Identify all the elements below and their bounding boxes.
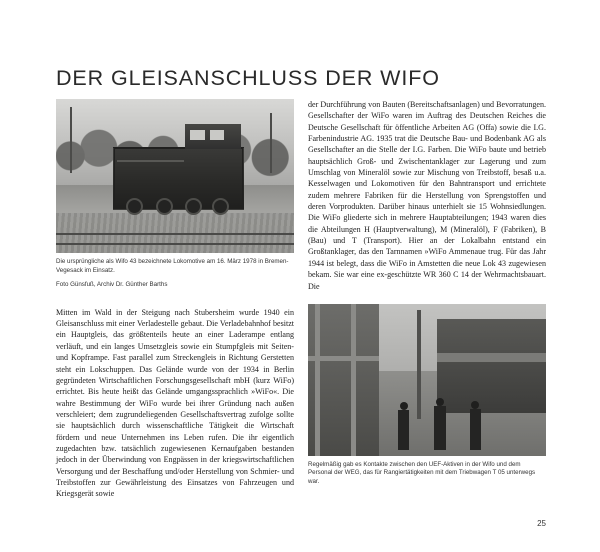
wagon-photo (308, 304, 546, 456)
page-title: DER GLEISANSCHLUSS DER WIFO (56, 66, 440, 91)
wagon-photo-caption: Regelmäßig gab es Kontakte zwischen den UEF-Aktiven in der Wifo und dem Personal der WEG, das für Rangiertätigkeiten mit dem Triebwagen T 05 unterwegs war. (308, 460, 536, 486)
page-number: 25 (537, 519, 546, 528)
photo-rail (56, 233, 294, 235)
left-column (56, 99, 294, 500)
photo-locomotive (113, 147, 244, 211)
photo-pole (417, 310, 421, 419)
photo-loco-window (190, 130, 205, 140)
locomotive-photo-credit: Foto Günsfuß, Archiv Dr. Günther Barths (56, 281, 168, 289)
photo-tank-wagon (437, 319, 546, 413)
right-column (308, 99, 546, 487)
locomotive-photo (56, 99, 294, 253)
photo-loading-structure (308, 304, 379, 456)
locomotive-photo-caption: Die ursprüngliche als Wifo 43 bezeichnete Lokomotive am 16. März 1978 in Bremen-Vegesack im Einsatz. (56, 258, 289, 274)
photo-catenary-mast (270, 113, 272, 173)
photo-wagon-band (437, 353, 546, 362)
left-column-body: Mitten im Wald in der Steigung nach Stubersheim wurde 1940 ein Gleisanschluss mit einer Verladestelle gebaut. Die Verladebahnhof besitzt ein Hauptgleis, das größtenteils heute an einer Laderampe entlang verläuft, und ein langes Umsetzgleis sowie ein Stumpfgleis mit Seiten- und Kopframpe. Fast parallel zum Streckengleis in Richtung Gerstetten steht ein Lokschuppen. Das Gelände wurde von der 1934 in Berlin gegründeten Wirtschaftlichen Forschungsgesellschaft mbH (kurz WiFo) errichtet. Bis heute heißt das Gelände umgangssprachlich »WiFo«. Die wahre Bestimmung der WiFo wurde bei ihrer Gründung nach außen verschleiert; dem zugrundeliegenden Gesellschaftsvertrag zufolge sollte sie hauptsächlich durch wissenschaftliche Tätigkeit die Wirtschaft fördern und neue Unternehmen ins Leben rufen. Die ihr eigentlich zugedachten bzw. tatsächlich zugewiesenen Kernaufgaben bestanden jedoch in der Überwindung von Engpässen in der kriegswirtschaftlichen Versorgung und der Beschaffung und/oder Herstellung von Schmier- und Treibstoffen zur Gewährleistung des Einsatzes von Fahrzeugen und Kriegsgerät sowie (56, 307, 294, 499)
photo-person (434, 406, 446, 450)
photo-loco-wheels (122, 202, 235, 216)
photo-loco-hood-line (117, 160, 184, 162)
photo-loco-window (210, 130, 225, 140)
photo-person (398, 410, 409, 450)
photo-loco-cab (185, 124, 242, 149)
photo-catenary-mast (70, 107, 72, 173)
photo-person (470, 409, 481, 450)
right-column-body: der Durchführung von Bauten (Bereitschaftsanlagen) und Bevorratungen. Gesellschafter der WiFo waren im Auftrag des Deutschen Reiches die Deutsche Gesellschaft für öffentliche Arbeiten AG (Offa) sowie die I.G. Farbenindustrie AG. 1935 trat die Deutsche Bau- und Bodenbank AG als Gesellschafter an die Stelle der I.G. Farben. Die WiFo baute und betrieb hauptsächlich Groß- und Zwischentanklager zur Lagerung und zum Umschlag von Mineralöl sowie zur Mischung von Treibstoff, besaß u.a. Kesselwagen und Lokomotiven für den Bahntransport und errichtete zudem mehrere Fabriken für die Herstellung von Sprengstoffen und deren Vorprodukten. Darüber hinaus unterhielt sie 15 Wohnsiedlungen. Die WiFo gliederte sich in mehrere Hauptabteilungen; 1943 waren dies die Abteilungen H (Hauptverwaltung), M (Mineralöl), F (Fabriken), B (Bau) und T (Transport). Hier an der Lokalbahn entstand ein Großtanklager, das den Tarnnamen »WiFo Ammenauе trug. Für das Jahr 1944 ist belegt, dass die WiFo in Amstetten die neue Lok 43 zugewiesen bekam. Sie war eine ex-geschützte WR 360 C 14 der Wehrmachtsbauart. Die (308, 100, 546, 291)
photo-rail (56, 243, 294, 245)
